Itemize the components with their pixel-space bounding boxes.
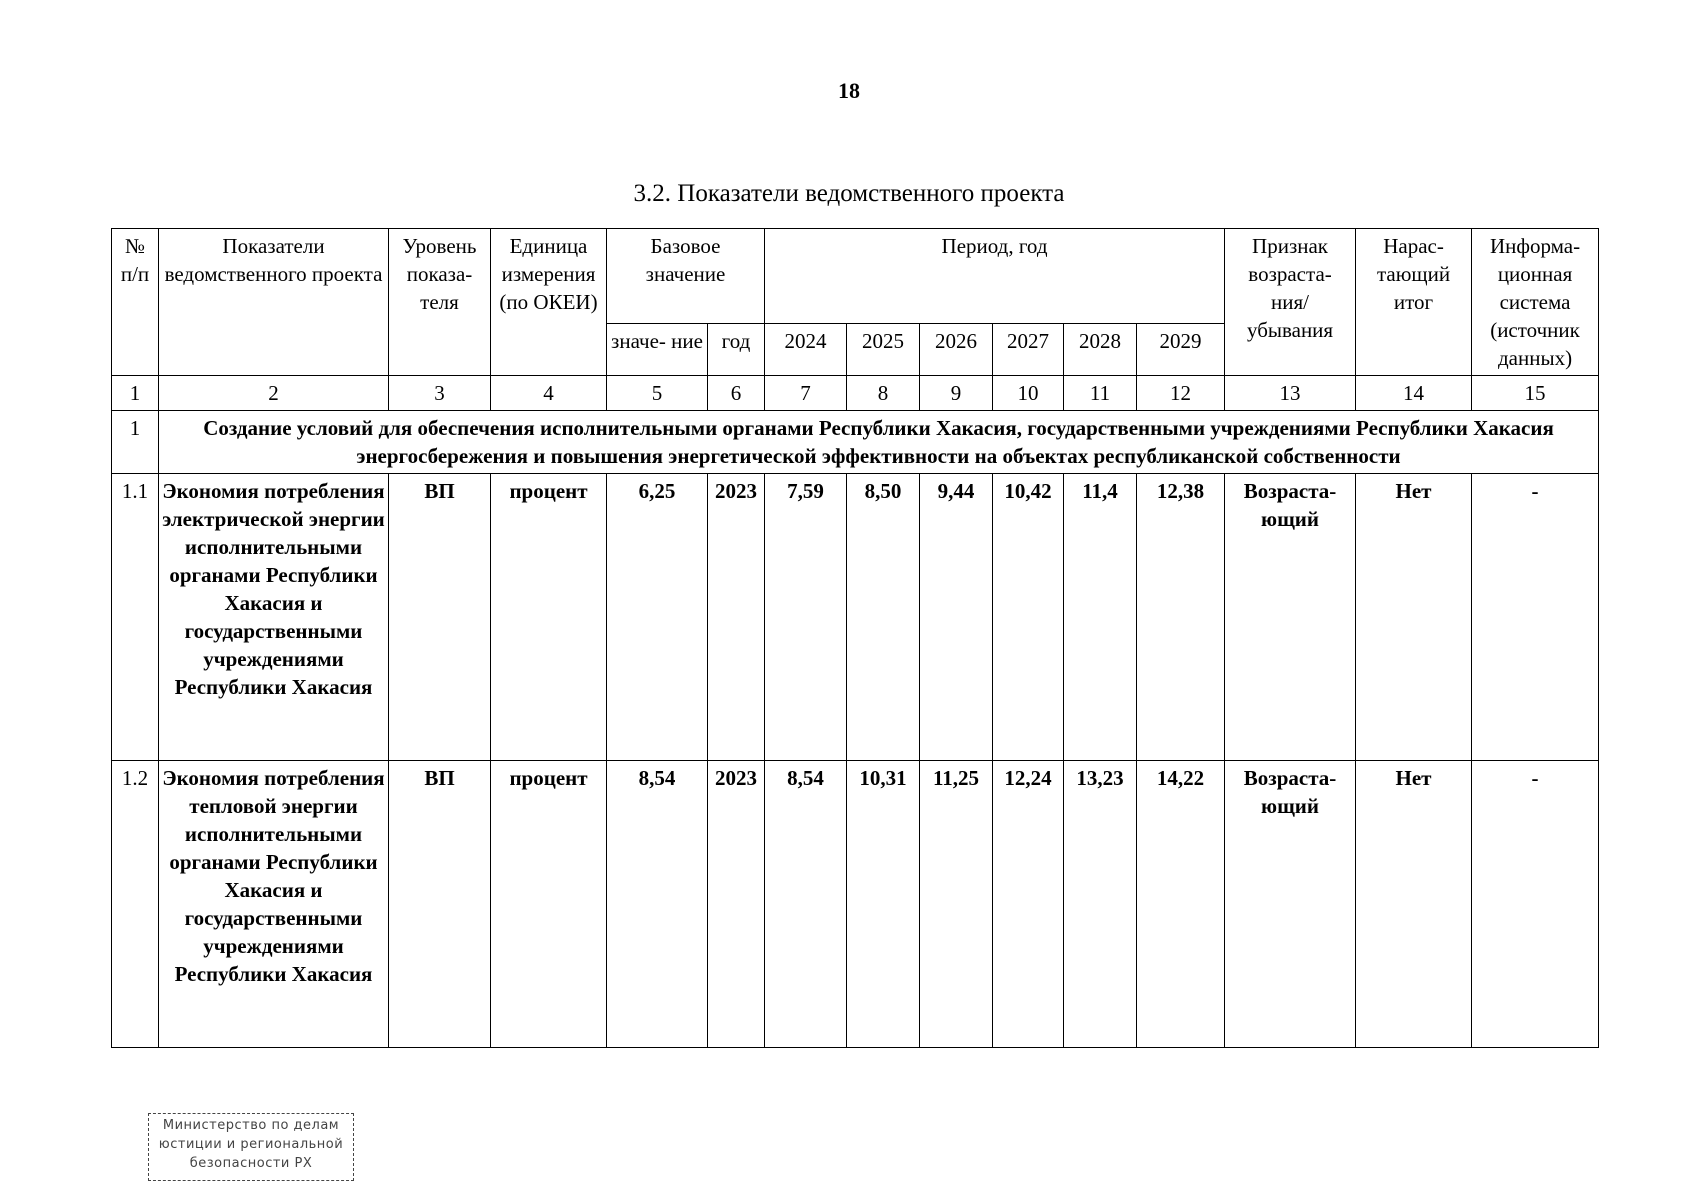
row-cumulative: Нет xyxy=(1356,474,1472,761)
row-unit: процент xyxy=(491,474,607,761)
row-indicator: Экономия потребления электрической энергии исполнительными органами Республики Хакасия и государственными учреждениями Республики Хакасия xyxy=(159,474,389,761)
header-year: 2024 xyxy=(765,323,847,376)
column-numbers-row xyxy=(112,376,1599,411)
row-value: 11,4 xyxy=(1064,474,1137,761)
row-info-system: - xyxy=(1472,761,1599,1048)
header-info-system: Информа- ционная система (источник данных) xyxy=(1472,229,1599,376)
row-value: 13,23 xyxy=(1064,761,1137,1048)
column-number: 11 xyxy=(1064,376,1137,411)
section-row xyxy=(112,411,1599,474)
header-base: Базовое значение xyxy=(607,229,765,324)
column-number: 8 xyxy=(847,376,920,411)
section-num: 1 xyxy=(112,411,159,474)
column-number: 13 xyxy=(1225,376,1356,411)
row-base-value: 6,25 xyxy=(607,474,708,761)
header-indicator: Показатели ведомственного проекта xyxy=(159,229,389,376)
header-base-year: год xyxy=(708,323,765,376)
table-header-row xyxy=(112,229,1599,324)
table-row xyxy=(112,761,1599,1048)
row-value: 11,25 xyxy=(920,761,993,1048)
row-level: ВП xyxy=(389,474,491,761)
row-value: 12,24 xyxy=(993,761,1064,1048)
header-year: 2025 xyxy=(847,323,920,376)
row-base-year: 2023 xyxy=(708,761,765,1048)
stamp-line: безопасности РХ xyxy=(189,1156,313,1171)
column-number: 12 xyxy=(1137,376,1225,411)
header-level: Уровень показа- теля xyxy=(389,229,491,376)
stamp-line: Министерство по делам xyxy=(162,1118,340,1133)
column-number: 5 xyxy=(607,376,708,411)
column-number: 15 xyxy=(1472,376,1599,411)
header-cumulative: Нарас- тающий итог xyxy=(1356,229,1472,376)
column-number: 6 xyxy=(708,376,765,411)
column-number: 14 xyxy=(1356,376,1472,411)
header-year: 2029 xyxy=(1137,323,1225,376)
page-number: 18 xyxy=(838,78,860,103)
row-value: 12,38 xyxy=(1137,474,1225,761)
header-period: Период, год xyxy=(765,229,1225,324)
row-value: 7,59 xyxy=(765,474,847,761)
row-value: 10,31 xyxy=(847,761,920,1048)
column-number: 4 xyxy=(491,376,607,411)
column-number: 1 xyxy=(112,376,159,411)
row-trend: Возраста- ющий xyxy=(1225,474,1356,761)
row-num: 1.1 xyxy=(112,474,159,761)
indicators-table xyxy=(111,228,1599,1048)
column-number: 2 xyxy=(159,376,389,411)
section-title: 3.2. Показатели ведомственного проекта xyxy=(633,180,1065,207)
row-value: 8,50 xyxy=(847,474,920,761)
row-info-system: - xyxy=(1472,474,1599,761)
row-trend: Возраста- ющий xyxy=(1225,761,1356,1048)
row-base-value: 8,54 xyxy=(607,761,708,1048)
column-number: 7 xyxy=(765,376,847,411)
row-unit: процент xyxy=(491,761,607,1048)
row-level: ВП xyxy=(389,761,491,1048)
header-trend: Признак возраста- ния/ убывания xyxy=(1225,229,1356,376)
header-year: 2028 xyxy=(1064,323,1137,376)
row-value: 10,42 xyxy=(993,474,1064,761)
header-unit: Единица измерения (по ОКЕИ) xyxy=(491,229,607,376)
row-cumulative: Нет xyxy=(1356,761,1472,1048)
header-base-value: значе- ние xyxy=(607,323,708,376)
header-year: 2027 xyxy=(993,323,1064,376)
stamp-line: юстиции и региональной xyxy=(158,1137,344,1152)
column-number: 10 xyxy=(993,376,1064,411)
header-num: № п/п xyxy=(112,229,159,376)
row-num: 1.2 xyxy=(112,761,159,1048)
row-indicator: Экономия потребления тепловой энергии исполнительными органами Республики Хакасия и государственными учреждениями Республики Хакасия xyxy=(159,761,389,1048)
row-value: 9,44 xyxy=(920,474,993,761)
table-row xyxy=(112,474,1599,761)
row-value: 8,54 xyxy=(765,761,847,1048)
column-number: 9 xyxy=(920,376,993,411)
row-value: 14,22 xyxy=(1137,761,1225,1048)
section-text: Создание условий для обеспечения исполнительными органами Республики Хакасия, государственными учреждениями Республики Хакасия энергосбережения и повышения энергетической эффективности на объектах республиканской собственности xyxy=(159,411,1599,474)
row-base-year: 2023 xyxy=(708,474,765,761)
header-year: 2026 xyxy=(920,323,993,376)
registration-stamp xyxy=(148,1113,354,1181)
column-number: 3 xyxy=(389,376,491,411)
